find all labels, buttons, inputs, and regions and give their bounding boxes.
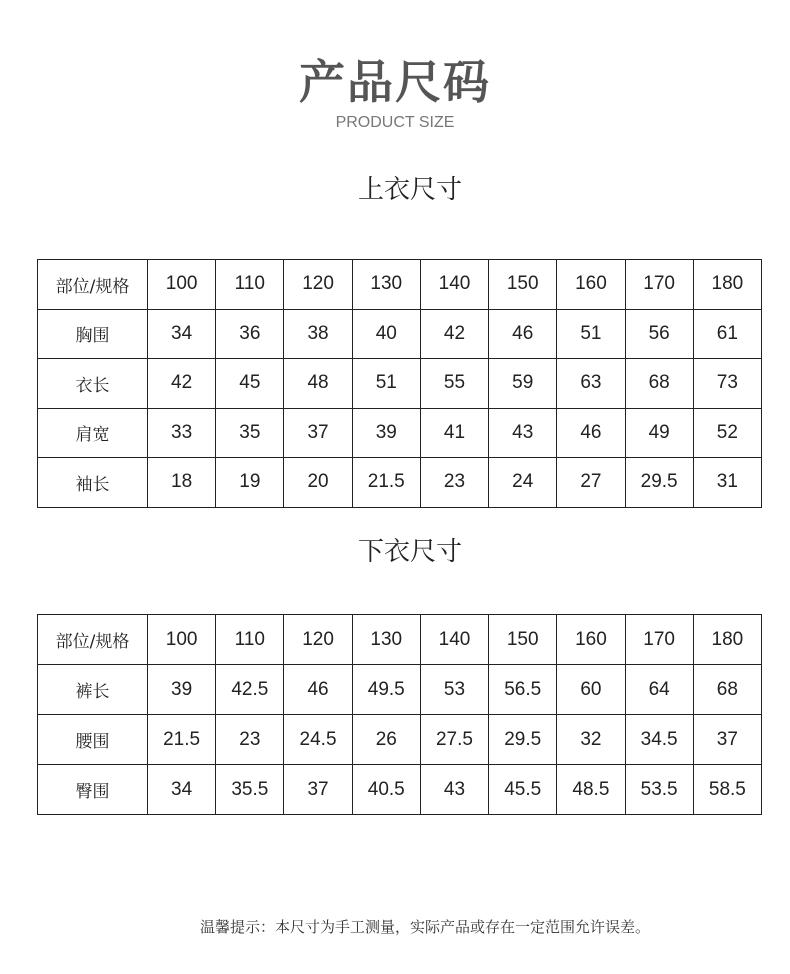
table-cell: 31 xyxy=(693,458,761,508)
table-cell: 39 xyxy=(148,665,216,715)
footer-note: 温馨提示：本尺寸为手工测量，实际产品或存在一定范围允许误差。 xyxy=(199,918,650,936)
table-cell: 120 xyxy=(284,260,352,310)
top-size-table-body xyxy=(38,260,762,508)
table-cell: 53 xyxy=(420,665,488,715)
table-cell: 73 xyxy=(693,359,761,409)
table-cell: 32 xyxy=(557,715,625,765)
table-cell: 46 xyxy=(284,665,352,715)
table-cell: 52 xyxy=(693,408,761,458)
table-cell: 39 xyxy=(352,408,420,458)
table-cell: 100 xyxy=(148,615,216,665)
table-cell: 40.5 xyxy=(352,765,420,815)
table-cell: 40 xyxy=(352,309,420,359)
table-cell: 110 xyxy=(216,615,284,665)
table-cell: 27 xyxy=(557,458,625,508)
table-cell: 160 xyxy=(557,615,625,665)
table-cell: 43 xyxy=(489,408,557,458)
table-cell: 19 xyxy=(216,458,284,508)
table-cell: 130 xyxy=(352,615,420,665)
table-cell: 45.5 xyxy=(489,765,557,815)
table-row xyxy=(38,715,762,765)
table-cell: 150 xyxy=(489,615,557,665)
table-cell: 43 xyxy=(420,765,488,815)
table-cell: 170 xyxy=(625,260,693,310)
table-cell: 46 xyxy=(489,309,557,359)
table-row-label: 衣长 xyxy=(38,359,148,409)
table-cell: 110 xyxy=(216,260,284,310)
table-cell: 61 xyxy=(693,309,761,359)
bottom-section-title: 下衣尺寸 xyxy=(357,537,462,567)
table-cell: 150 xyxy=(489,260,557,310)
bottom-size-table-body xyxy=(38,615,762,815)
table-cell: 46 xyxy=(557,408,625,458)
table-cell: 48 xyxy=(284,359,352,409)
table-cell: 49.5 xyxy=(352,665,420,715)
table-cell: 42 xyxy=(148,359,216,409)
table-cell: 29.5 xyxy=(489,715,557,765)
table-cell: 170 xyxy=(625,615,693,665)
table-cell: 56.5 xyxy=(489,665,557,715)
table-cell: 18 xyxy=(148,458,216,508)
table-cell: 130 xyxy=(352,260,420,310)
table-cell: 140 xyxy=(420,615,488,665)
table-cell: 140 xyxy=(420,260,488,310)
table-cell: 49 xyxy=(625,408,693,458)
table-cell: 26 xyxy=(352,715,420,765)
table-cell: 51 xyxy=(557,309,625,359)
table-cell: 160 xyxy=(557,260,625,310)
table-cell: 38 xyxy=(284,309,352,359)
table-cell: 59 xyxy=(489,359,557,409)
table-row xyxy=(38,309,762,359)
table-row-label: 袖长 xyxy=(38,458,148,508)
table-row-label: 部位/规格 xyxy=(38,615,148,665)
table-cell: 21.5 xyxy=(148,715,216,765)
table-cell: 34 xyxy=(148,309,216,359)
table-cell: 68 xyxy=(625,359,693,409)
table-row xyxy=(38,665,762,715)
table-cell: 41 xyxy=(420,408,488,458)
table-row xyxy=(38,458,762,508)
table-cell: 24.5 xyxy=(284,715,352,765)
table-row xyxy=(38,765,762,815)
table-cell: 34 xyxy=(148,765,216,815)
table-cell: 48.5 xyxy=(557,765,625,815)
table-cell: 180 xyxy=(693,615,761,665)
table-row-label: 部位/规格 xyxy=(38,260,148,310)
table-cell: 58.5 xyxy=(693,765,761,815)
table-cell: 42 xyxy=(420,309,488,359)
table-cell: 45 xyxy=(216,359,284,409)
table-cell: 56 xyxy=(625,309,693,359)
table-cell: 60 xyxy=(557,665,625,715)
table-cell: 42.5 xyxy=(216,665,284,715)
table-cell: 36 xyxy=(216,309,284,359)
table-cell: 37 xyxy=(284,408,352,458)
table-cell: 23 xyxy=(216,715,284,765)
table-row-label: 裤长 xyxy=(38,665,148,715)
table-cell: 34.5 xyxy=(625,715,693,765)
top-size-table xyxy=(37,259,762,508)
table-cell: 64 xyxy=(625,665,693,715)
table-row xyxy=(38,408,762,458)
table-row xyxy=(38,359,762,409)
table-cell: 23 xyxy=(420,458,488,508)
table-header-row xyxy=(38,260,762,310)
table-cell: 63 xyxy=(557,359,625,409)
page-title: 产品尺码 xyxy=(299,55,491,109)
table-cell: 37 xyxy=(284,765,352,815)
table-cell: 29.5 xyxy=(625,458,693,508)
table-row-label: 臀围 xyxy=(38,765,148,815)
table-cell: 180 xyxy=(693,260,761,310)
table-row-label: 胸围 xyxy=(38,309,148,359)
table-cell: 68 xyxy=(693,665,761,715)
table-cell: 27.5 xyxy=(420,715,488,765)
table-cell: 33 xyxy=(148,408,216,458)
top-section-title: 上衣尺寸 xyxy=(357,175,462,205)
table-cell: 51 xyxy=(352,359,420,409)
table-cell: 21.5 xyxy=(352,458,420,508)
table-cell: 53.5 xyxy=(625,765,693,815)
table-row-label: 腰围 xyxy=(38,715,148,765)
bottom-size-table xyxy=(37,614,762,815)
table-row-label: 肩宽 xyxy=(38,408,148,458)
table-header-row xyxy=(38,615,762,665)
table-cell: 120 xyxy=(284,615,352,665)
page-subtitle: PRODUCT SIZE xyxy=(335,114,455,131)
table-cell: 24 xyxy=(489,458,557,508)
table-cell: 35.5 xyxy=(216,765,284,815)
table-cell: 20 xyxy=(284,458,352,508)
table-cell: 35 xyxy=(216,408,284,458)
table-cell: 55 xyxy=(420,359,488,409)
table-cell: 37 xyxy=(693,715,761,765)
table-cell: 100 xyxy=(148,260,216,310)
